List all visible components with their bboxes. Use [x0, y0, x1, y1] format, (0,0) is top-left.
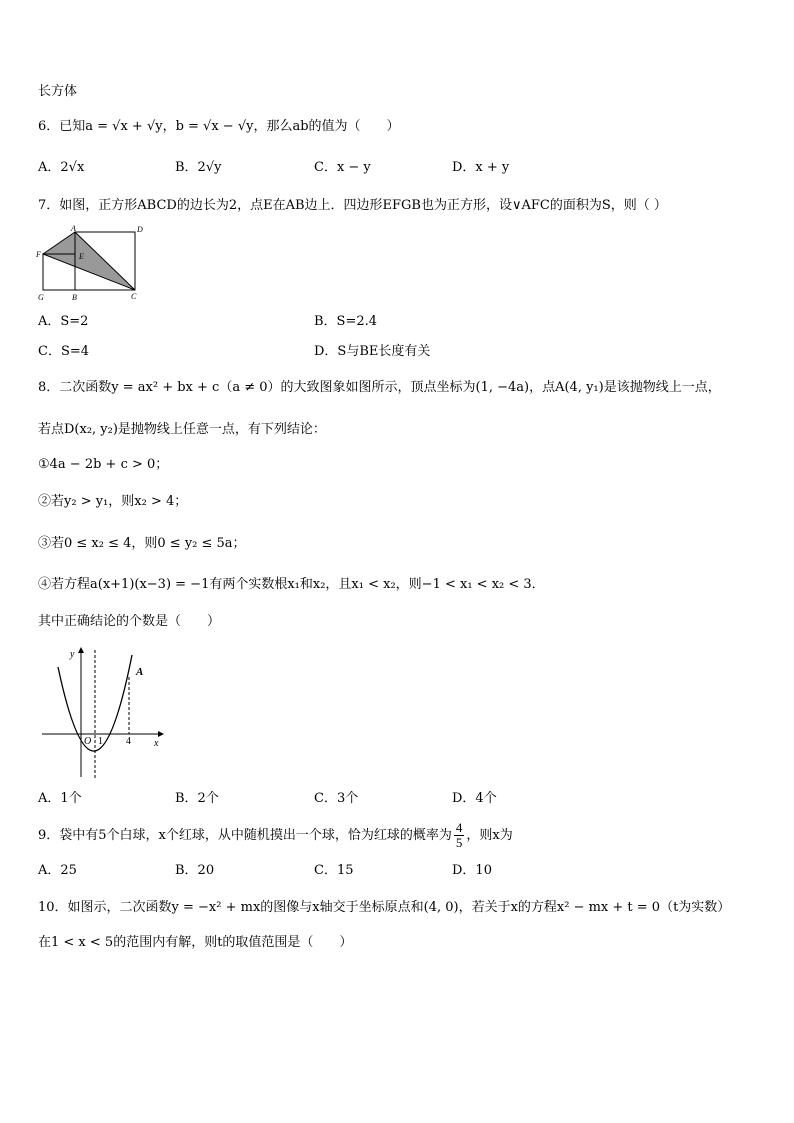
q8-question: 其中正确结论的个数是（ ） [38, 614, 221, 629]
label-b: B [72, 293, 77, 302]
q7-option-a: A．S=2 [38, 314, 89, 329]
y-axis-arrow [78, 647, 84, 653]
x-axis-arrow [158, 731, 164, 737]
q9-option-a: A．25 [38, 863, 77, 878]
q7-stem: 7．如图，正方形ABCD的边长为2，点E在AB边上．四边形EFGB也为正方形，设∨AFC的面积为S，则（ ） [38, 198, 667, 213]
q8-option-a: A．1个 [38, 791, 82, 806]
q9-stem-pre: 9．袋中有5个白球，x个红球，从中随机摸出一个球，恰为红球的概率为 [38, 828, 452, 843]
q9-option-d: D．10 [452, 863, 492, 878]
label-point-a: A [136, 666, 144, 678]
label-e: E [79, 252, 84, 261]
label-f: F [36, 250, 41, 259]
q8-conclusion-3: ③若0 ≤ x₂ ≤ 4，则0 ≤ y₂ ≤ 5a； [38, 536, 246, 551]
q8-conclusion-1: ①4a − 2b + c > 0； [38, 457, 169, 472]
q6-option-b: B．2√y [175, 160, 222, 175]
q8-stem-line2: 若点D(x₂, y₂)是抛物线上任意一点，有下列结论： [38, 422, 326, 437]
q6-option-a: A．2√x [38, 160, 85, 175]
q6-option-c: C．x − y [314, 160, 371, 175]
q9-option-c: C．15 [314, 863, 354, 878]
label-a: A [71, 224, 76, 233]
shaded-triangle-afc [43, 232, 135, 290]
q8-option-d: D．4个 [452, 791, 497, 806]
q10-stem-line1: 10．如图示，二次函数y = −x² + mx的图像与x轴交于坐标原点和(4, 0)，若关于x的方程x² − mx + t = 0（t为实数） [38, 900, 731, 915]
q6-option-d: D．x + y [452, 160, 510, 175]
q7-option-b: B．S=2.4 [314, 314, 378, 329]
q10-stem-line2: 在1 < x < 5的范围内有解，则t的取值范围是（ ） [38, 935, 353, 950]
q7-option-d: D．S与BE长度有关 [314, 344, 431, 359]
label-one: 1 [98, 736, 103, 747]
label-four: 4 [126, 736, 131, 747]
q9-option-b: B．20 [175, 863, 215, 878]
q8-conclusion-4: ④若方程a(x+1)(x−3) = −1有两个实数根x₁和x₂，且x₁ < x₂，则−1 < x₁ < x₂ < 3． [38, 577, 545, 592]
label-g: G [38, 293, 44, 302]
q8-option-c: C．3个 [314, 791, 359, 806]
q8-stem-line1: 8．二次函数y = ax² + bx + c（a ≠ 0）的大致图象如图所示，顶点坐标为(1, −4a)，点A(4, y₁)是该抛物线上一点， [38, 380, 721, 395]
q8-option-b: B．2个 [175, 791, 219, 806]
q7-option-c: C．S=4 [38, 344, 90, 359]
label-y: y [70, 649, 75, 660]
q7-square-figure [34, 222, 146, 304]
q9-fraction-denominator: 5 [455, 835, 463, 850]
q8-conclusion-2: ②若y₂ > y₁，则x₂ > 4； [38, 494, 188, 509]
q9-stem-post: ，则x为 [466, 828, 513, 843]
q9-fraction-numerator: 4 [455, 820, 463, 835]
label-c: C [131, 292, 137, 301]
q9-fraction [454, 821, 465, 850]
q6-stem: 6．已知a = √x + √y，b = √x − √y，那么ab的值为（ ） [38, 119, 400, 134]
q9-stem [38, 818, 513, 854]
label-x: x [154, 738, 159, 749]
label-d: D [137, 225, 143, 234]
q8-parabola-figure [38, 645, 168, 780]
top-line: 长方体 [38, 84, 78, 99]
label-origin: O [84, 736, 92, 747]
